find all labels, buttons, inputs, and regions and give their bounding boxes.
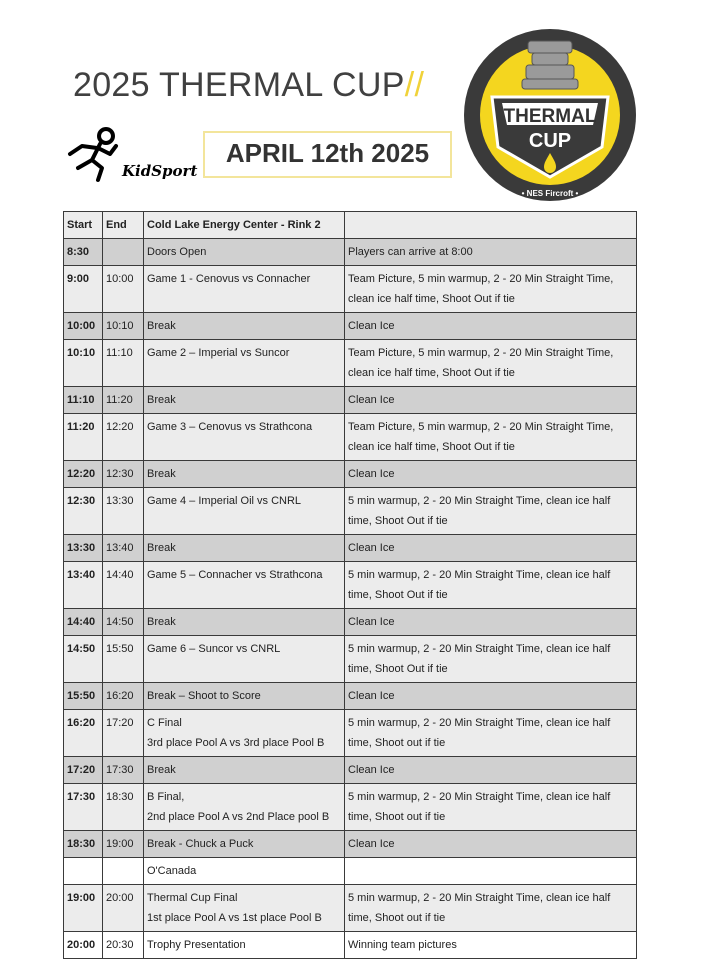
row-end-cell: 16:20 [103,683,144,710]
row-start-cell: 18:30 [64,831,103,858]
row-start-cell: 8:30 [64,239,103,266]
header-notes [345,212,637,239]
row-notes-cell: Clean Ice [345,831,637,858]
row-notes-cell: Clean Ice [345,535,637,562]
row-notes-cell: Clean Ice [345,609,637,636]
row-event-cell: Game 1 - Cenovus vs Connacher [144,266,345,313]
row-end-cell: 10:10 [103,313,144,340]
row-event-cell: B Final, 2nd place Pool A vs 2nd Place pool B [144,784,345,831]
row-event-cell: Game 5 – Connacher vs Strathcona [144,562,345,609]
table-row [64,313,637,340]
table-row [64,562,637,609]
row-event-cell: Break [144,387,345,414]
row-start-cell: 11:10 [64,387,103,414]
row-start-cell: 12:20 [64,461,103,488]
row-end-cell: 18:30 [103,784,144,831]
row-notes-cell: Winning team pictures [345,932,637,959]
row-notes-cell: Clean Ice [345,313,637,340]
header-venue: Cold Lake Energy Center - Rink 2 [144,212,345,239]
table-row [64,266,637,313]
row-notes-cell: Clean Ice [345,757,637,784]
page-title [73,66,424,105]
row-event-cell: Break - Chuck a Puck [144,831,345,858]
row-event-cell: Break [144,609,345,636]
row-notes-cell: 5 min warmup, 2 - 20 Min Straight Time, clean ice half time, Shoot Out if tie [345,636,637,683]
row-event-cell: Game 6 – Suncor vs CNRL [144,636,345,683]
svg-text:KidSport: KidSport [122,162,198,180]
svg-text:CUP: CUP [528,130,572,152]
row-notes-cell: 5 min warmup, 2 - 20 Min Straight Time, clean ice half time, Shoot Out if tie [345,488,637,535]
row-notes-cell: 5 min warmup, 2 - 20 Min Straight Time, clean ice half time, Shoot out if tie [345,710,637,757]
event-date: APRIL 12th 2025 [203,131,452,178]
table-row [64,757,637,784]
row-event-cell: Break [144,535,345,562]
row-start-cell: 12:30 [64,488,103,535]
schedule-table [63,211,637,959]
row-start-cell: 15:50 [64,683,103,710]
table-row [64,710,637,757]
svg-text:THERMAL: THERMAL [503,106,597,127]
row-end-cell: 11:20 [103,387,144,414]
table-row [64,858,637,885]
table-row [64,784,637,831]
row-event-cell: Thermal Cup Final 1st place Pool A vs 1st place Pool B [144,885,345,932]
header-end: End [103,212,144,239]
row-event-cell: Doors Open [144,239,345,266]
table-row [64,535,637,562]
row-end-cell: 14:40 [103,562,144,609]
row-notes-cell: 5 min warmup, 2 - 20 Min Straight Time, clean ice half time, Shoot Out if tie [345,562,637,609]
row-end-cell: 11:10 [103,340,144,387]
row-start-cell: 14:50 [64,636,103,683]
row-notes-cell: Team Picture, 5 min warmup, 2 - 20 Min Straight Time, clean ice half time, Shoot Out if tie [345,340,637,387]
row-start-cell: 20:00 [64,932,103,959]
row-start-cell: 17:30 [64,784,103,831]
row-notes-cell: 5 min warmup, 2 - 20 Min Straight Time, clean ice half time, Shoot out if tie [345,784,637,831]
row-notes-cell: Team Picture, 5 min warmup, 2 - 20 Min Straight Time, clean ice half time, Shoot Out if tie [345,414,637,461]
row-end-cell: 15:50 [103,636,144,683]
row-end-cell: 17:30 [103,757,144,784]
kidsport-logo [64,124,198,184]
table-row [64,932,637,959]
table-row [64,239,637,266]
table-row [64,387,637,414]
row-event-cell: O'Canada [144,858,345,885]
table-row [64,636,637,683]
row-end-cell: 12:20 [103,414,144,461]
row-start-cell: 19:00 [64,885,103,932]
row-start-cell [64,858,103,885]
row-start-cell: 16:20 [64,710,103,757]
table-row [64,340,637,387]
header-start: Start [64,212,103,239]
row-notes-cell: Clean Ice [345,387,637,414]
table-row [64,609,637,636]
row-end-cell [103,239,144,266]
thermal-cup-logo [462,27,638,203]
row-event-cell: Game 3 – Cenovus vs Strathcona [144,414,345,461]
table-row [64,488,637,535]
row-event-cell: Game 4 – Imperial Oil vs CNRL [144,488,345,535]
row-event-cell: Break [144,757,345,784]
row-start-cell: 13:40 [64,562,103,609]
row-end-cell: 20:00 [103,885,144,932]
row-end-cell [103,858,144,885]
row-start-cell: 17:20 [64,757,103,784]
row-end-cell: 13:30 [103,488,144,535]
row-start-cell: 13:30 [64,535,103,562]
row-notes-cell: Clean Ice [345,461,637,488]
table-header-row [64,212,637,239]
row-notes-cell: 5 min warmup, 2 - 20 Min Straight Time, clean ice half time, Shoot out if tie [345,885,637,932]
row-start-cell: 10:10 [64,340,103,387]
row-notes-cell: Team Picture, 5 min warmup, 2 - 20 Min Straight Time, clean ice half time, Shoot Out if tie [345,266,637,313]
row-event-cell: Break [144,313,345,340]
table-row [64,885,637,932]
row-event-cell: Trophy Presentation [144,932,345,959]
logo-ring-text: • NES Fircroft • [521,189,579,198]
table-row [64,831,637,858]
row-event-cell: Break – Shoot to Score [144,683,345,710]
row-end-cell: 12:30 [103,461,144,488]
row-start-cell: 9:00 [64,266,103,313]
row-end-cell: 10:00 [103,266,144,313]
row-event-cell: Break [144,461,345,488]
row-end-cell: 19:00 [103,831,144,858]
title-slashes: // [404,66,425,104]
row-end-cell: 17:20 [103,710,144,757]
row-notes-cell: Players can arrive at 8:00 [345,239,637,266]
table-row [64,683,637,710]
row-end-cell: 20:30 [103,932,144,959]
row-notes-cell [345,858,637,885]
row-end-cell: 13:40 [103,535,144,562]
row-start-cell: 11:20 [64,414,103,461]
row-end-cell: 14:50 [103,609,144,636]
title-text: 2025 THERMAL CUP [73,66,405,104]
row-start-cell: 10:00 [64,313,103,340]
row-event-cell: C Final 3rd place Pool A vs 3rd place Pool B [144,710,345,757]
row-event-cell: Game 2 – Imperial vs Suncor [144,340,345,387]
table-row [64,461,637,488]
table-row [64,414,637,461]
row-notes-cell: Clean Ice [345,683,637,710]
row-start-cell: 14:40 [64,609,103,636]
